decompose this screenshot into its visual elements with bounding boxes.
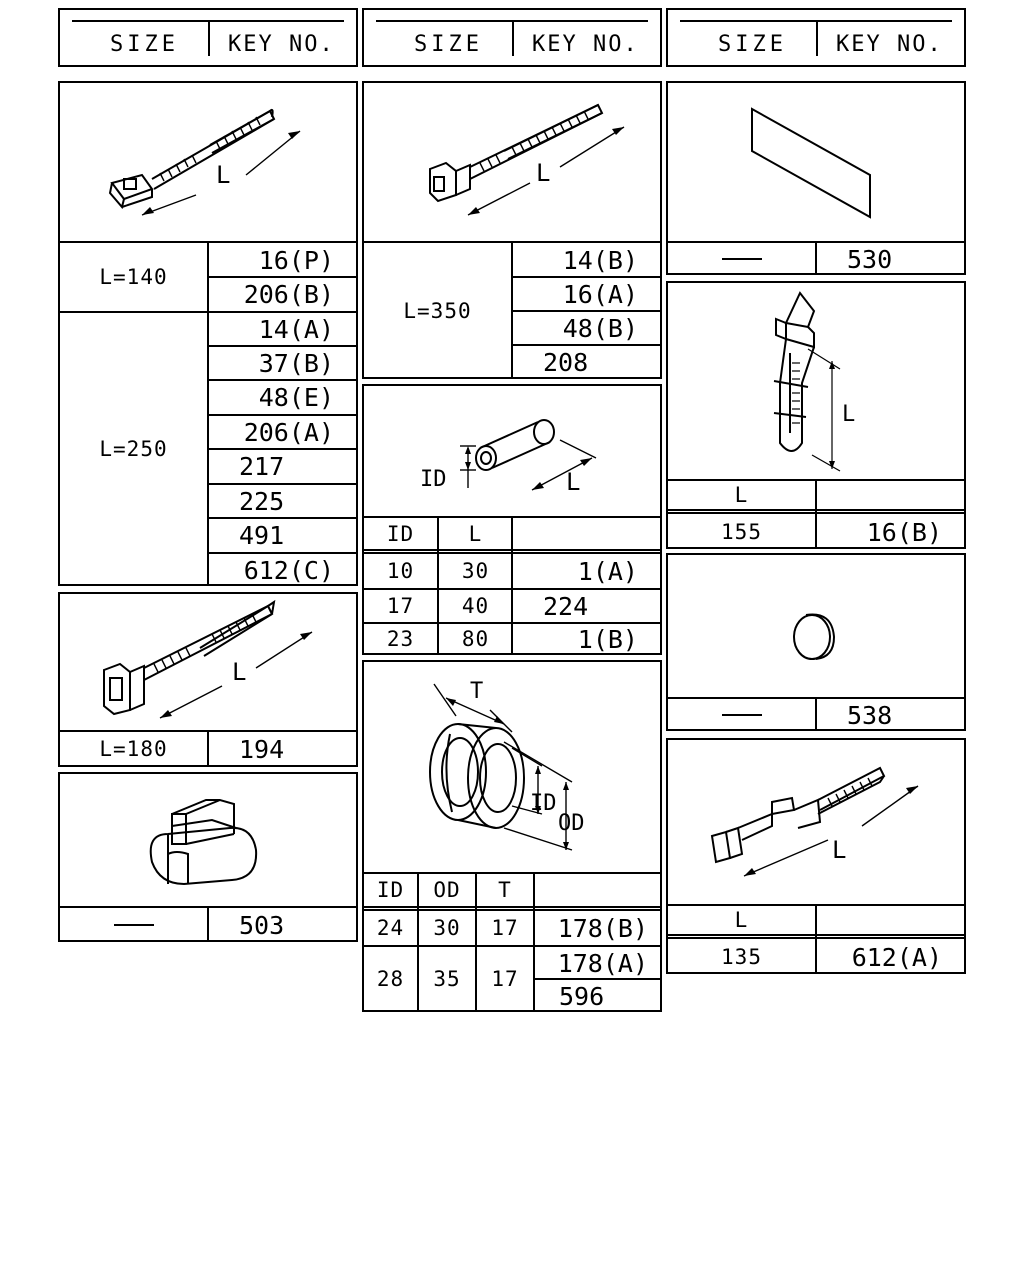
column-header: ID xyxy=(386,521,415,546)
size-cell: L=140 xyxy=(99,264,168,289)
cable-tie-a-dim-l: L xyxy=(216,161,231,189)
clip-tie-dim-l: L xyxy=(832,836,847,864)
key-no-cell: 538 xyxy=(847,700,893,730)
key-no-cell: 491 xyxy=(239,520,285,550)
cable-tie-b-panel xyxy=(58,592,358,767)
cable-tie-c-dim-l: L xyxy=(536,159,551,187)
l-cell: 80 xyxy=(461,627,490,651)
l-cell: 135 xyxy=(721,944,762,969)
grommet-dim-od: OD xyxy=(558,811,585,836)
cable-tie-c-illustration xyxy=(364,83,660,243)
column-header: T xyxy=(498,878,512,902)
id-cell: 24 xyxy=(376,916,405,940)
key-no-cell: 225 xyxy=(239,486,285,516)
grommet-icon xyxy=(364,662,660,872)
key-no-cell: 178(B) xyxy=(557,914,648,943)
grommet-illustration xyxy=(364,662,660,874)
size-cell: L=250 xyxy=(99,436,168,461)
key-no-cell: 612(A) xyxy=(851,942,942,972)
size-header: SIZE xyxy=(110,32,179,57)
clip-block-panel xyxy=(58,772,358,942)
t-cell: 17 xyxy=(491,916,519,940)
push-clip-dim-l: L xyxy=(842,402,856,427)
cable-tie-a-illustration xyxy=(60,83,356,243)
size-header: SIZE xyxy=(718,32,787,57)
key-no-cell: 208 xyxy=(543,347,589,377)
tube-icon xyxy=(364,386,660,516)
cable-tie-b-illustration xyxy=(60,594,356,732)
key-no-cell: 16(A) xyxy=(562,279,638,309)
column-header: OD xyxy=(433,878,461,902)
cable-tie-icon xyxy=(364,83,660,241)
key-no-cell: 194 xyxy=(239,735,285,764)
key-no-cell: 596 xyxy=(559,981,605,1011)
l-cell: 40 xyxy=(461,594,490,618)
clip-block-illustration xyxy=(60,774,356,908)
column-header: ID xyxy=(376,878,405,902)
key-no-cell: 14(B) xyxy=(562,245,638,275)
round-cap-illustration xyxy=(668,555,964,699)
column-header: L xyxy=(468,521,483,546)
column-header xyxy=(535,874,660,907)
key-no-cell: 1(A) xyxy=(577,557,638,586)
cable-tie-c-panel xyxy=(362,81,662,379)
key-no-cell: 14(A) xyxy=(258,314,334,344)
size-cell: L=180 xyxy=(99,737,168,761)
clip-tie-icon xyxy=(668,740,964,904)
grommet-dim-id: ID xyxy=(530,791,557,816)
column-header: L xyxy=(734,908,749,932)
size-cell xyxy=(722,714,762,716)
key-no-cell: 1(B) xyxy=(577,625,638,654)
header-col-2 xyxy=(362,8,662,67)
t-cell: 17 xyxy=(491,967,519,991)
clip-tie-illustration xyxy=(668,740,964,906)
id-cell: 23 xyxy=(386,627,415,651)
tape-sheet-icon xyxy=(668,83,964,241)
id-cell: 28 xyxy=(376,967,405,991)
cable-tie-icon xyxy=(60,83,356,241)
key-no-header: KEY NO. xyxy=(532,32,639,57)
tube-dim-id: ID xyxy=(420,467,447,492)
tube-dim-l: L xyxy=(566,468,581,496)
l-cell: 155 xyxy=(721,519,762,544)
size-cell xyxy=(722,258,762,260)
key-no-cell: 217 xyxy=(239,451,285,481)
id-cell: 17 xyxy=(386,594,415,618)
l-cell: 30 xyxy=(461,559,490,583)
tape-illustration xyxy=(668,83,964,243)
cable-tie-icon xyxy=(60,594,356,730)
od-cell: 30 xyxy=(433,916,461,940)
round-cap-icon xyxy=(668,555,964,697)
key-no-cell: 503 xyxy=(239,910,285,940)
size-cell xyxy=(114,924,154,926)
key-no-cell: 530 xyxy=(847,244,893,274)
cable-tie-a-panel xyxy=(58,81,358,586)
tape-panel xyxy=(666,81,966,275)
push-clip-icon xyxy=(668,283,964,479)
push-clip-illustration xyxy=(668,283,964,481)
grommet-dim-t: T xyxy=(470,679,484,704)
header-col-1 xyxy=(58,8,358,67)
clip-tie-panel xyxy=(666,738,966,974)
size-header: SIZE xyxy=(414,32,483,57)
tube-illustration xyxy=(364,386,660,518)
key-no-cell: 16(B) xyxy=(866,517,942,547)
key-no-cell: 612(C) xyxy=(243,555,334,585)
key-no-header: KEY NO. xyxy=(836,32,943,57)
key-no-cell: 48(E) xyxy=(258,382,334,412)
tube-panel xyxy=(362,384,662,655)
push-clip-panel xyxy=(666,281,966,549)
key-no-cell: 206(B) xyxy=(243,279,334,309)
column-header xyxy=(513,518,660,550)
key-no-cell: 206(A) xyxy=(243,417,334,447)
grommet-panel xyxy=(362,660,662,1012)
key-no-cell: 178(A) xyxy=(557,948,648,978)
od-cell: 35 xyxy=(433,967,461,991)
header-col-3 xyxy=(666,8,966,67)
id-cell: 10 xyxy=(386,559,415,583)
round-cap-panel xyxy=(666,553,966,731)
key-no-cell: 16(P) xyxy=(258,245,334,275)
cable-tie-b-dim-l: L xyxy=(232,658,247,686)
column-header: L xyxy=(734,483,749,507)
size-cell: L=350 xyxy=(403,298,472,323)
key-no-cell: 224 xyxy=(543,592,589,621)
key-no-cell: 48(B) xyxy=(562,313,638,343)
clip-block-icon xyxy=(60,774,356,906)
key-no-header: KEY NO. xyxy=(228,32,335,57)
key-no-cell: 37(B) xyxy=(258,348,334,378)
